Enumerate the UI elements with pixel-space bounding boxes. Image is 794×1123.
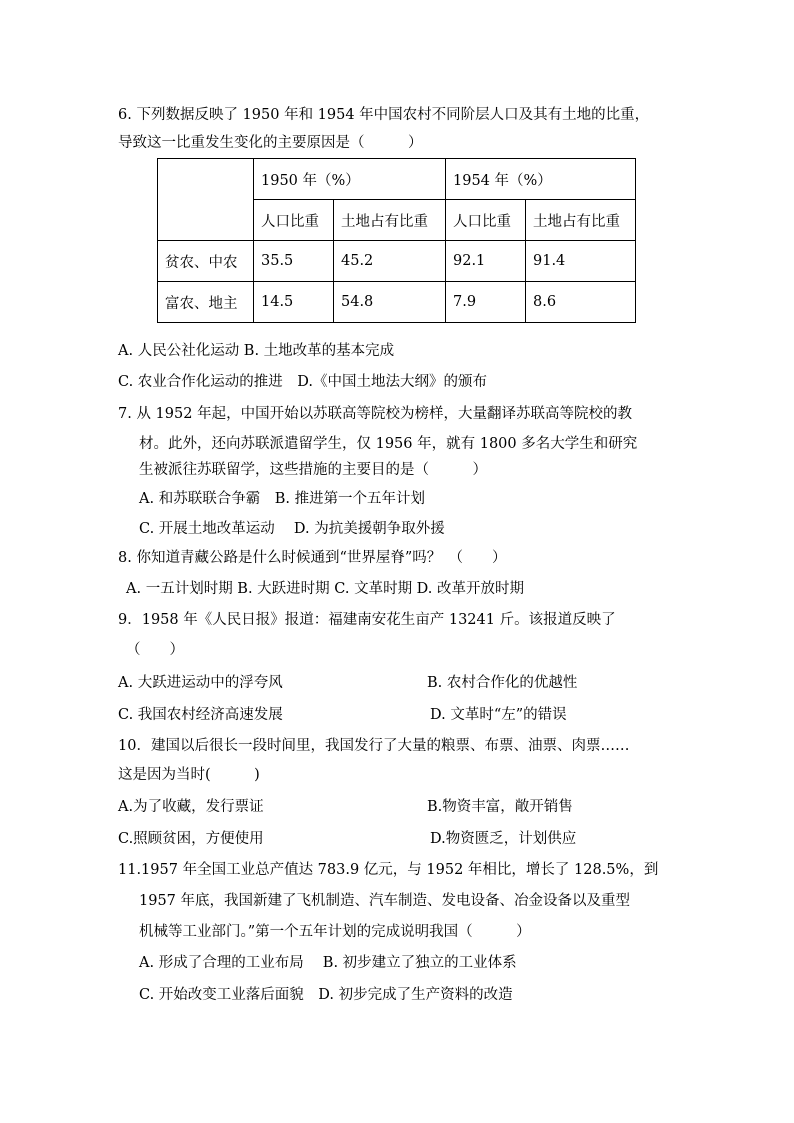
q7-options-ab: A. 和苏联联合争霸 B. 推进第一个五年计划 <box>139 491 426 507</box>
q7-options-cd: C. 开展土地改革运动 D. 为抗美援朝争取外援 <box>139 521 445 537</box>
q7-stem-line1: 7. 从 1952 年起，中国开始以苏联高等院校为榜样，大量翻译苏联高等院校的教 <box>118 406 633 422</box>
table-subheader-land-1954: 土地占有比重 <box>526 200 636 241</box>
q6-stem-line2: 导致这一比重发生变化的主要原因是（ ） <box>118 135 423 151</box>
q9-option-a: A. 大跃进运动中的浮夸风 <box>118 675 283 691</box>
cell-population-1950: 35.5 <box>254 241 334 282</box>
q8-options: A. 一五计划时期 B. 大跃进时期 C. 文革时期 D. 改革开放时期 <box>126 581 525 597</box>
table-subheader-land-1950: 土地占有比重 <box>334 200 446 241</box>
cell-land-1950: 54.8 <box>334 282 446 323</box>
row-label: 富农、地主 <box>158 282 254 323</box>
q10-option-a: A.为了收藏，发行票证 <box>118 799 264 815</box>
q6-options-cd: C. 农业合作化运动的推进 D.《中国土地法大纲》的颁布 <box>118 374 488 390</box>
q11-stem-line2: 1957 年底，我国新建了飞机制造、汽车制造、发电设备、冶金设备以及重型 <box>139 893 631 909</box>
q10-option-c: C.照顾贫困，方便使用 <box>118 831 264 847</box>
q6-data-table <box>157 158 636 323</box>
q10-stem-line1: 10．建国以后很长一段时间里，我国发行了大量的粮票、布票、油票、肉票…… <box>118 738 630 754</box>
q11-stem-line1: 11.1957 年全国工业总产值达 783.9 亿元，与 1952 年相比，增长了 128.5%，到 <box>118 862 659 878</box>
cell-land-1950: 45.2 <box>334 241 446 282</box>
q9-option-c: C. 我国农村经济高速发展 <box>118 707 283 723</box>
cell-population-1954: 92.1 <box>446 241 526 282</box>
q10-option-b: B.物资丰富，敞开销售 <box>427 799 573 815</box>
q7-stem-line2: 材。此外，还向苏联派遣留学生，仅 1956 年，就有 1800 多名大学生和研究 <box>139 436 638 452</box>
row-label: 贫农、中农 <box>158 241 254 282</box>
q9-stem-line1: 9．1958 年《人民日报》报道：福建南安花生亩产 13241 斤。该报道反映了 <box>118 612 616 628</box>
cell-population-1954: 7.9 <box>446 282 526 323</box>
table-header-1950: 1950 年（%） <box>254 159 446 200</box>
q8-stem: 8. 你知道青藏公路是什么时候通到“世界屋脊”吗？ （ ） <box>118 550 507 566</box>
cell-land-1954: 8.6 <box>526 282 636 323</box>
q10-stem-line2: 这是因为当时( ) <box>118 767 260 783</box>
table-subheader-population-1954: 人口比重 <box>446 200 526 241</box>
table-row <box>158 282 636 323</box>
q6-stem-line1: 6. 下列数据反映了 1950 年和 1954 年中国农村不同阶层人口及其有土地的比重， <box>118 107 650 123</box>
q11-options-ab: A. 形成了合理的工业布局 B. 初步建立了独立的工业体系 <box>139 955 517 971</box>
q9-option-b: B. 农村合作化的优越性 <box>427 675 578 691</box>
table-corner-cell <box>158 159 254 241</box>
q11-stem-line3: 机械等工业部门。”第一个五年计划的完成说明我国（ ） <box>139 924 531 940</box>
q11-options-cd: C. 开始改变工业落后面貌 D. 初步完成了生产资料的改造 <box>139 987 513 1003</box>
table-header-1954: 1954 年（%） <box>446 159 636 200</box>
q7-stem-line3: 生被派往苏联留学，这些措施的主要目的是（ ） <box>139 462 487 478</box>
table-subheader-population-1950: 人口比重 <box>254 200 334 241</box>
q9-option-d: D. 文革时“左”的错误 <box>430 707 567 723</box>
q10-option-d: D.物资匮乏，计划供应 <box>430 831 577 847</box>
table-row <box>158 241 636 282</box>
q6-options-ab: A. 人民公社化运动 B. 土地改革的基本完成 <box>118 343 395 359</box>
cell-land-1954: 91.4 <box>526 241 636 282</box>
cell-population-1950: 14.5 <box>254 282 334 323</box>
q9-stem-line2: （ ） <box>126 642 184 658</box>
